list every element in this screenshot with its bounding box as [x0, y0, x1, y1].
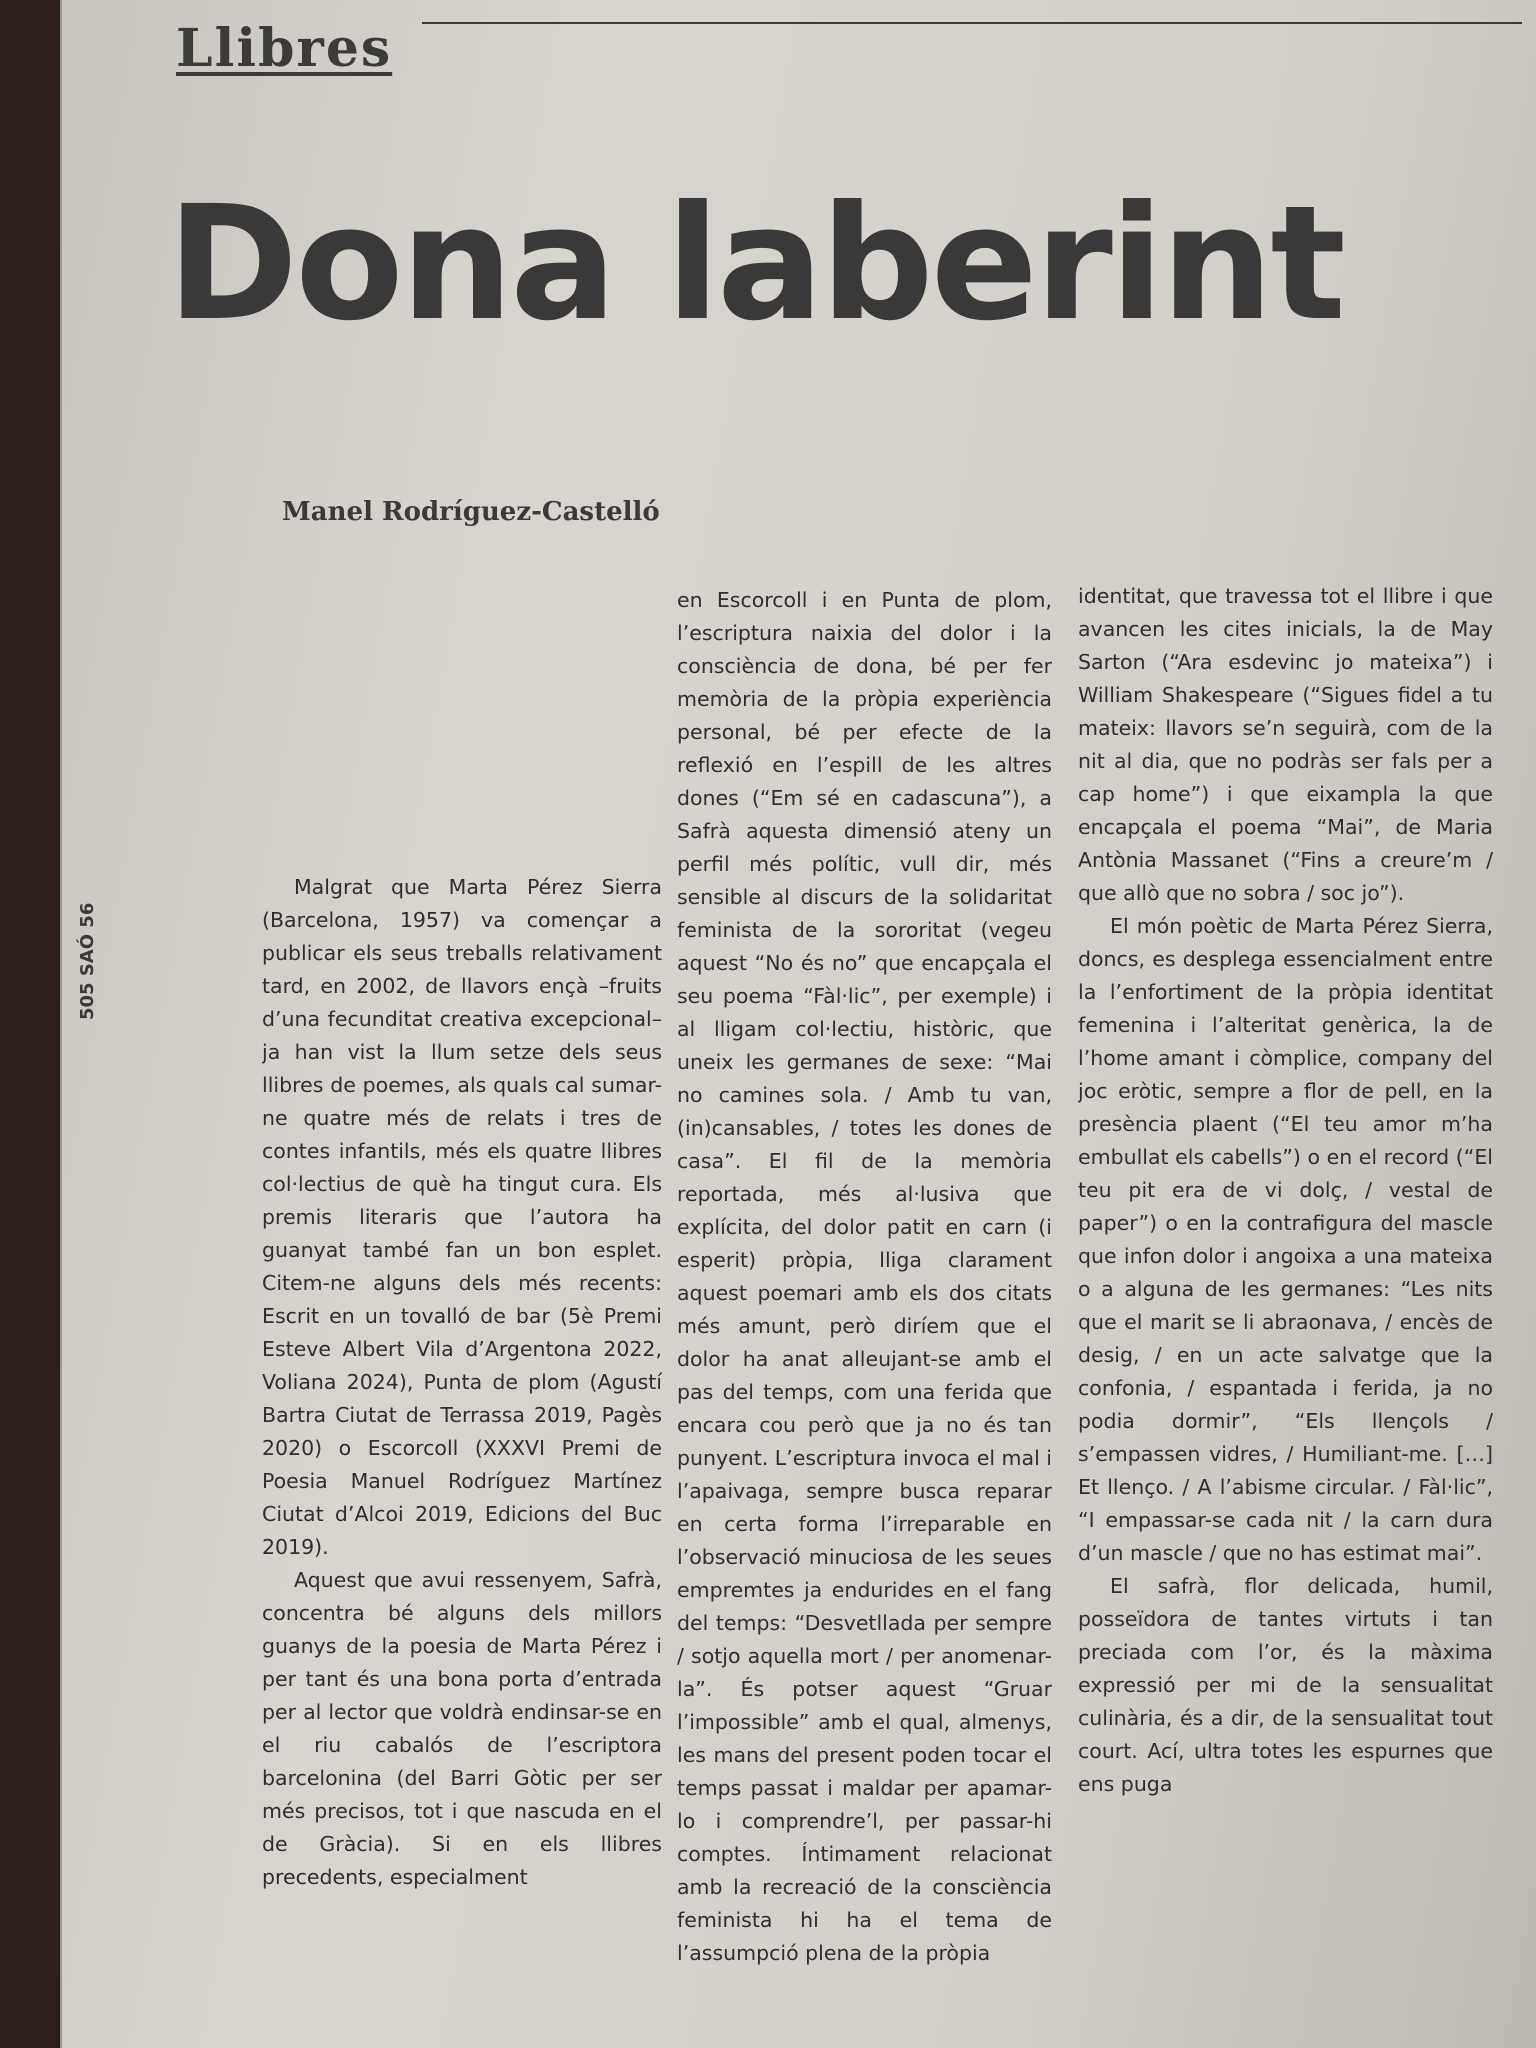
paragraph: en Escorcoll i en Punta de plom, l’escriptura naixia del dolor i la consciència de dona, bé per fer memòria de la pròpia experiència personal, bé per efecte de la reflexió en l’espill de les altres dones (“Em sé en cadascuna”), a Safrà aquesta dimensió ateny un perfil més polític, vull dir, més sensible al discurs de la solidaritat feminista de la sororitat (vegeu aquest “No és no” que encapçala el seu poema “Fàl·lic”, per exemple) i al lligam col·lectiu, històric, que uneix les germanes de sexe: “Mai no camines sola. / Amb tu van, (in)cansables, / totes les dones de casa”. El fil de la memòria reportada, més al·lusiva que explícita, del dolor patit en carn (i esperit) pròpia, lliga clarament aquest poemari amb els dos citats més amunt, però diríem que el dolor ha anat alleujant-se amb el pas del temps, com una ferida que encara cou però que ja no és tan punyent. L’escriptura invoca el mal i l’apaivaga, sempre busca reparar en certa forma l’irreparable en l’observació minuciosa de les seues empremtes ja endurides en el fang del temps: “Desvetllada per sempre / sotjo aquella mort / per anomenar-la”. És potser aquest “Gruar l’impossible” amb el qual, almenys, les mans del present poden tocar el temps passat i maldar per apamar-lo i comprendre’l, per passar-hi comptes. Íntimament relacionat amb la recreació de la consciència feminista hi ha el tema de l’assumpció plena de la pròpia — [677, 588, 1052, 1965]
paragraph: El món poètic de Marta Pérez Sierra, doncs, es desplega essencialment entre la l’enfortiment de la pròpia identitat femenina i l’alteritat genèrica, la de l’home amant i còmplice, company del joc eròtic, sempre a flor de pell, en la presència plaent (“El teu amor m’ha embullat els cabells”) o en el record (“El teu pit era de vi dolç, / vestal de paper”) o en la contrafigura del mascle que infon dolor i angoixa a una mateixa o a alguna de les germanes: “Les nits que el marit se li abraonava, / encès de desig, / en un acte salvatge que la confonia, / espantada i ferida, ja no podia dormir”, “Els llençols / s’empassen vidres, / Humiliant-me. […] Et llenço. / A l’abisme circular. / Fàl·lic”, “I empassar-se cada nit / la carn dura d’un mascle / que no has estimat mai”. — [1078, 914, 1493, 1565]
section-label: Llibres — [176, 18, 393, 79]
paragraph: Malgrat que Marta Pérez Sierra (Barcelona, 1957) va començar a publicar els seus treballs relativament tard, en 2002, de llavors ençà –fruits d’una fecunditat creativa excepcional– ja han vist la llum setze dels seus llibres de poemes, als quals cal sumar-ne quatre més de relats i tres de contes infantils, més els quatre llibres col·lectius de què ha tingut cura. Els premis literaris que l’autora ha guanyat també fan un bon esplet. Citem-ne alguns dels més recents: Escrit en un tovalló de bar (5è Premi Esteve Albert Vila d’Argentona 2022, Voliana 2024), Punta de plom (Agustí Bartra Ciutat de Terrassa 2019, Pagès 2020) o Escorcoll (XXXVI Premi de Poesia Manuel Rodríguez Martínez Ciutat d’Alcoi 2019, Edicions del Buc 2019). — [262, 875, 662, 1559]
article-column-2 — [677, 584, 1052, 1984]
magazine-page: Llibres Dona laberint Manel Rodríguez-Castelló 505 SAÓ 56 Malgrat que Marta Pérez Sierra (Barcelona, 1957) va començar a publicar els seus treballs relativament tard, en 2002, de llavors ençà –fruits d’una fecunditat creativa excepcional– ja han vist la llum setze dels seus llibres de poemes, als quals cal sumar-ne quatre més de relats i tres de contes infantils, més els quatre llibres col·lectius de què ha tingut cura. Els premis literaris que l’autora ha guanyat també fan un bon esplet. Citem-ne alguns dels més recents: Escrit en un tovalló de bar (5è Premi Esteve Albert Vila d’Argentona 2022, Voliana 2024), Punta de plom (Agustí Bartra Ciutat de Terrassa 2019, Pagès 2020) o Escorcoll (XXXVI Premi de Poesia Manuel Rodríguez Martínez Ciutat d’Alcoi 2019, Edicions del Buc 2019). Aquest que avui ressenyem, Safrà, concentra bé alguns dels millors guanys de la poesia de Marta Pérez i per tant és una bona porta d’entrada per al lector que voldrà endinsar-se en el riu cabalós de l’escriptora barcelonina (del Barri Gòtic per ser més precisos, tot i que nascuda en el de Gràcia). Si en els llibres precedents, especialment en Escorcoll i en Punta de plom, l’escriptura naixia del dolor i la consciència de dona, bé per fer memòria de la pròpia experiència personal, bé per efecte de la reflexió en l’espill de les altres dones (“Em sé en cadascuna”), a Safrà aquesta dimensió ateny un perfil més polític, vull dir, més sensible al discurs de la solidaritat feminista de la sororitat (vegeu aquest “No és no” que encapçala el seu poema “Fàl·lic”, per exemple) i al lligam col·lectiu, històric, que uneix les germanes de sexe: “Mai no camines sola. / Amb tu van, (in)cansables, / totes les dones de casa”. El fil de la memòria reportada, més al·lusiva que explícita, del dolor patit en carn (i esperit) pròpia, lliga clarament aquest poemari amb els dos citats més amunt, però diríem que el dolor ha anat alleujant-se amb el pas del temps, com una ferida que encara cou però que ja no és tan punyent. L’escriptura invoca el mal i l’apaivaga, sempre busca reparar en certa forma l’irreparable en l’observació minuciosa de les seues empremtes ja endurides en el fang del temps: “Desvetllada per sempre / sotjo aquella mort / per anomenar-la”. És potser aquest “Gruar l’impossible” amb el qual, almenys, les mans del present poden tocar el temps passat i maldar per apamar-lo i comprendre’l, per passar-hi comptes. Íntimament relacionat amb la recreació de la consciència feminista hi ha el tema de l’assumpció plena de la pròpia identitat, que travessa tot el llibre i que avancen les cites inicials, la de May Sarton (“Ara esdevinc jo mateixa”) i William Shakespeare (“Sigues fidel a tu mateix: llavors se’n seguirà, com de la nit al dia, que no podràs ser fals per a cap home”) i que eixampla la que encapçala el poema “Mai”, de Maria Antònia Massanet (“Fins a creure’m / que allò que no sobra / soc jo”). El món poètic de Marta Pérez Sierra, doncs, es desplega essencialment entre la l’enfortiment de la pròpia identitat femenina i l’alteritat genèrica, la de l’home amant i còmplice, company del joc eròtic, sempre a flor de pell, en la presència plaent (“El teu amor m’ha embullat els cabells”) o en el record (“El teu pit era de vi dolç, / vestal de paper”) o en la contrafigura del mascle que infon dolor i angoixa a una mateixa o a alguna de les germanes: “Les nits que el marit se li abraonava, / encès de desig, / en un acte salvatge que la confonia, / espantada i ferida, ja no podia dormir”, “Els llençols / s’empassen vidres, / Humiliant-me. […] Et llenço. / A l’abisme circular. / Fàl·lic”, “I empassar-se cada nit / la carn dura d’un mascle / que no has estimat mai”. El safrà, flor delicada, humil, posseïdora de tantes virtuts i tan preciada com l’or, és la màxima expressió per mi de la sensualitat culinària, és a dir, de la sensualitat tout court. Ací, ultra totes les espurnes que ens puga — [60, 0, 1536, 2048]
author-byline: Manel Rodríguez-Castelló — [282, 497, 660, 527]
header-rule — [422, 22, 1522, 24]
article-title: Dona laberint — [167, 172, 1343, 356]
paragraph: identitat, que travessa tot el llibre i que avancen les cites inicials, la de May Sarton (“Ara esdevinc jo mateixa”) i William Shakespeare (“Sigues fidel a tu mateix: llavors se’n seguirà, com de la nit al dia, que no podràs ser fals per a cap home”) i que eixampla la que encapçala el poema “Mai”, de Maria Antònia Massanet (“Fins a creure’m / que allò que no sobra / soc jo”). — [1078, 584, 1493, 905]
paragraph: Aquest que avui ressenyem, Safrà, concentra bé alguns dels millors guanys de la poesia de Marta Pérez i per tant és una bona porta d’entrada per al lector que voldrà endinsar-se en el riu cabalós de l’escriptora barcelonina (del Barri Gòtic per ser més precisos, tot i que nascuda en el de Gràcia). Si en els llibres precedents, especialment — [262, 1568, 662, 1889]
article-column-3 — [1078, 580, 1493, 2020]
paragraph: El safrà, flor delicada, humil, posseïdora de tantes virtuts i tan preciada com l’or, és la màxima expressió per mi de la sensualitat culinària, és a dir, de la sensualitat tout court. Ací, ultra totes les espurnes que ens puga — [1078, 1574, 1493, 1796]
article-column-1 — [262, 871, 662, 1959]
